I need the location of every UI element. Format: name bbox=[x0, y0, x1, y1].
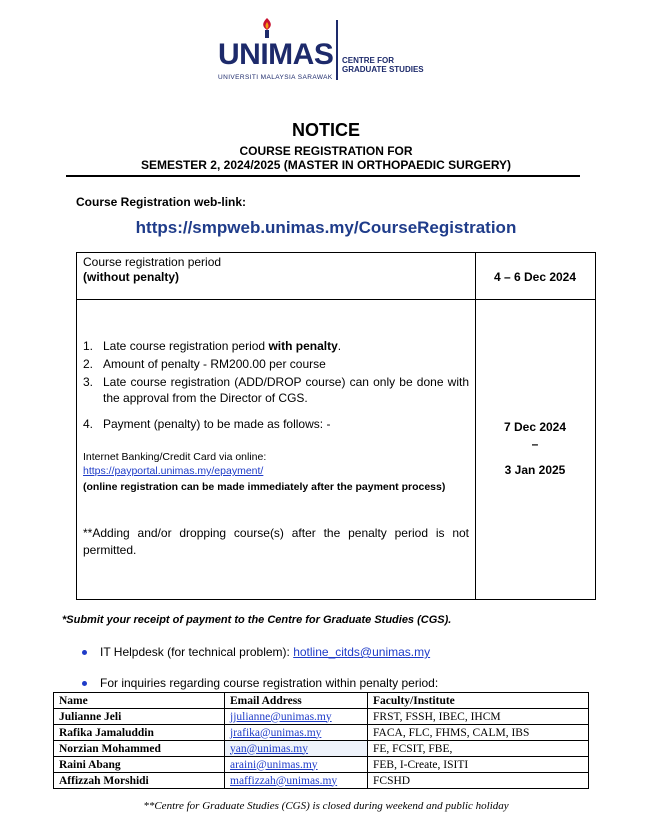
table-row bbox=[54, 741, 589, 757]
contacts-table bbox=[53, 692, 589, 789]
payment-note: (online registration can be made immediately after the payment process) bbox=[83, 481, 446, 493]
title-line-1: COURSE REGISTRATION FOR bbox=[239, 144, 413, 158]
list-item: 3. Late course registration (ADD/DROP course) can only be done with the approval from the Director of CGS. bbox=[83, 375, 469, 405]
contact-name: Rafika Jamaluddin bbox=[54, 725, 225, 741]
notice-heading: NOTICE bbox=[291, 120, 360, 140]
table-row-divider bbox=[77, 299, 595, 300]
title-line-2: SEMESTER 2, 2024/2025 (MASTER IN ORTHOPAEDIC SURGERY) bbox=[140, 158, 512, 172]
contact-email-link[interactable]: jjulianne@unimas.my bbox=[225, 709, 368, 725]
logo-wordmark: UNIMAS bbox=[218, 38, 334, 71]
contact-faculty: FE, FCSIT, FBE, bbox=[368, 741, 589, 757]
list-item: 4. Payment (penalty) to be made as follows: - bbox=[83, 417, 331, 431]
contact-name: Norzian Mohammed bbox=[54, 741, 225, 757]
submit-receipt-note: *Submit your receipt of payment to the Centre for Graduate Studies (CGS). bbox=[62, 614, 452, 626]
title-rule bbox=[66, 175, 580, 177]
logo-divider bbox=[336, 20, 338, 80]
contact-name: Julianne Jeli bbox=[54, 709, 225, 725]
contact-faculty: FEB, I-Create, ISITI bbox=[368, 757, 589, 773]
column-header-name: Name bbox=[54, 693, 225, 709]
closure-footnote: **Centre for Graduate Studies (CGS) is closed during weekend and public holiday bbox=[143, 800, 509, 812]
table-row bbox=[54, 773, 589, 789]
registration-link[interactable]: https://smpweb.unimas.my/CourseRegistration bbox=[135, 218, 517, 237]
centre-name bbox=[342, 56, 424, 74]
period-label: Course registration period bbox=[83, 255, 222, 269]
table-row bbox=[54, 757, 589, 773]
list-item: 2. Amount of penalty - RM200.00 per course bbox=[83, 357, 326, 371]
contact-name: Affizzah Morshidi bbox=[54, 773, 225, 789]
contact-email-link[interactable]: araini@unimas.my bbox=[225, 757, 368, 773]
contact-faculty: FACA, FLC, FHMS, CALM, IBS bbox=[368, 725, 589, 741]
date-range-dash: – bbox=[531, 437, 539, 451]
penalty-end-date: 3 Jan 2025 bbox=[504, 463, 566, 477]
contact-email-link[interactable]: maffizzah@unimas.my bbox=[225, 773, 368, 789]
contact-name: Raini Abang bbox=[54, 757, 225, 773]
penalty-start-date: 7 Dec 2024 bbox=[503, 420, 567, 434]
centre-line-1: CENTRE FOR bbox=[342, 56, 394, 65]
logo-subtitle: UNIVERSITI MALAYSIA SARAWAK bbox=[218, 74, 333, 81]
contact-email-link[interactable]: jrafika@unimas.my bbox=[225, 725, 368, 741]
bullet-icon bbox=[82, 650, 87, 655]
payment-method: Internet Banking/Credit Card via online: bbox=[83, 451, 267, 463]
contact-faculty: FRST, FSSH, IBEC, IHCM bbox=[368, 709, 589, 725]
table-row bbox=[54, 725, 589, 741]
add-drop-note: **Adding and/or dropping course(s) after the penalty period is not permitted. bbox=[83, 526, 469, 557]
period-label-note: (without penalty) bbox=[83, 270, 179, 284]
weblink-label: Course Registration web-link: bbox=[76, 195, 247, 209]
column-header-email: Email Address bbox=[225, 693, 368, 709]
contact-email-link[interactable]: yan@unimas.my bbox=[225, 741, 368, 757]
list-item: 1. Late course registration period with penalty. bbox=[83, 339, 342, 353]
unimas-logo bbox=[218, 16, 478, 81]
contact-faculty: FCSHD bbox=[368, 773, 589, 789]
table-header-row bbox=[54, 693, 589, 709]
centre-line-2: GRADUATE STUDIES bbox=[342, 65, 424, 74]
column-header-faculty: Faculty/Institute bbox=[368, 693, 589, 709]
payment-portal-link[interactable]: https://payportal.unimas.my/epayment/ bbox=[83, 465, 264, 477]
period-date: 4 – 6 Dec 2024 bbox=[493, 270, 577, 284]
helpdesk-email-link[interactable]: hotline_citds@unimas.my bbox=[293, 645, 431, 659]
registration-period-table bbox=[76, 252, 596, 600]
table-row bbox=[54, 709, 589, 725]
unimas-emblem-icon bbox=[256, 16, 278, 40]
bullet-icon bbox=[82, 681, 87, 686]
